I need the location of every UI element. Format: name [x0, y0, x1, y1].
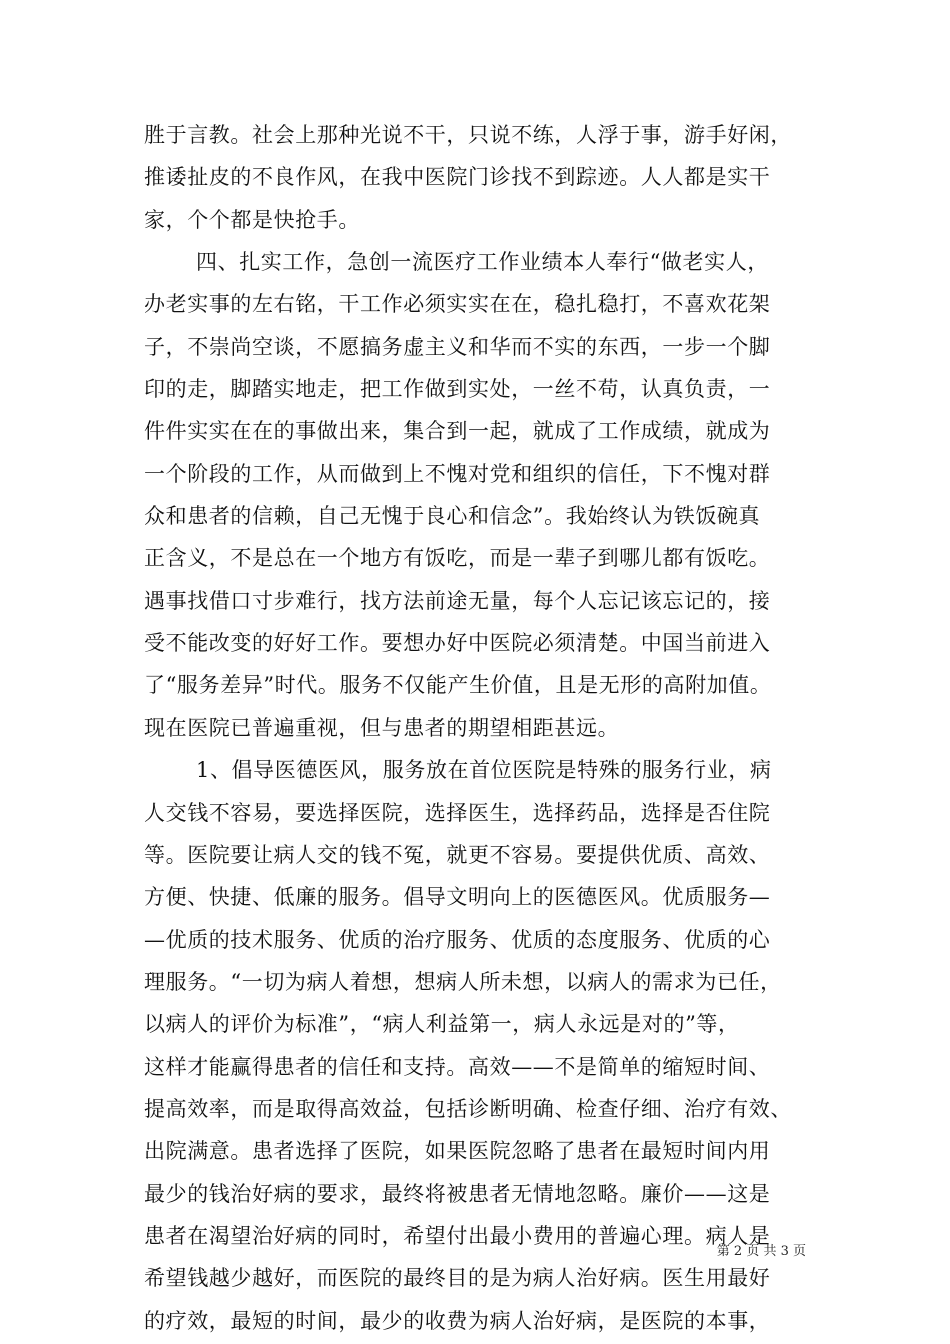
text-line: 推诿扯皮的不良作风，在我中医院门诊找不到踪迹。人人都是实干: [144, 165, 771, 190]
text-line: 印的走，脚踏实地走，把工作做到实处，一丝不苟，认真负责，一: [144, 377, 771, 402]
text-line: 患者在渴望治好病的同时，希望付出最小费用的普遍心理。病人是: [144, 1223, 771, 1248]
page-number: 第 2 页 共 3 页: [716, 1244, 806, 1259]
text-line: 提高效率，而是取得高效益，包括诊断明确、检查仔细、治疗有效、: [144, 1096, 792, 1121]
text-line: 件件实实在在的事做出来，集合到一起，就成了工作成绩，就成为: [144, 419, 771, 444]
text-line: —优质的技术服务、优质的治疗服务、优质的态度服务、优质的心: [144, 927, 771, 952]
text-line: 遇事找借口寸步难行，找方法前途无量，每个人忘记该忘记的，接: [144, 588, 771, 613]
paragraph-start-line: 1、倡导医德医风，服务放在首位医院是特殊的服务行业，病: [196, 758, 772, 783]
text-line: 以病人的评价为标准”，“病人利益第一，病人永远是对的”等，: [144, 1012, 740, 1037]
text-line: 一个阶段的工作，从而做到上不愧对党和组织的信任，下不愧对群: [144, 461, 771, 486]
text-line: 最少的钱治好病的要求，最终将被患者无情地忽略。廉价——这是: [144, 1181, 771, 1206]
text-line: 家，个个都是快抢手。: [144, 207, 360, 232]
text-line: 方便、快捷、低廉的服务。倡导文明向上的医德医风。优质服务—: [144, 885, 771, 910]
paragraph-start-line: 四、扎实工作，急创一流医疗工作业绩本人奉行“做老实人，: [196, 250, 769, 275]
text-line: 现在医院已普遍重视，但与患者的期望相距甚远。: [144, 715, 620, 740]
text-line: 等。医院要让病人交的钱不冤，就更不容易。要提供优质、高效、: [144, 842, 771, 867]
text-line: 众和患者的信赖，自己无愧于良心和信念”。我始终认为铁饭碗真: [144, 504, 761, 529]
text-line: 了“服务差异”时代。服务不仅能产生价值，且是无形的高附加值。: [144, 673, 772, 698]
text-line: 子，不崇尚空谈，不愿搞务虚主义和华而不实的东西，一步一个脚: [144, 334, 771, 359]
body-text: [144, 114, 806, 1342]
text-line: 人交钱不容易，要选择医院，选择医生，选择药品，选择是否住院: [144, 800, 771, 825]
text-line: 办老实事的左右铭，干工作必须实实在在，稳扎稳打，不喜欢花架: [144, 292, 771, 317]
text-line: 希望钱越少越好，而医院的最终目的是为病人治好病。医生用最好: [144, 1266, 771, 1291]
text-line: 受不能改变的好好工作。要想办好中医院必须清楚。中国当前进入: [144, 631, 771, 656]
text-line: 的疗效，最短的时间，最少的收费为病人治好病，是医院的本事，: [144, 1308, 771, 1333]
text-line: 理服务。“一切为病人着想，想病人所未想，以病人的需求为已任，: [144, 969, 782, 994]
text-line: 出院满意。患者选择了医院，如果医院忽略了患者在最短时间内用: [144, 1139, 771, 1164]
text-line: 正含义，不是总在一个地方有饭吃，而是一辈子到哪儿都有饭吃。: [144, 546, 771, 571]
text-line: 胜于言教。社会上那种光说不干，只说不练，人浮于事，游手好闲，: [144, 123, 792, 147]
text-line: 这样才能赢得患者的信任和支持。高效——不是简单的缩短时间、: [144, 1054, 771, 1079]
